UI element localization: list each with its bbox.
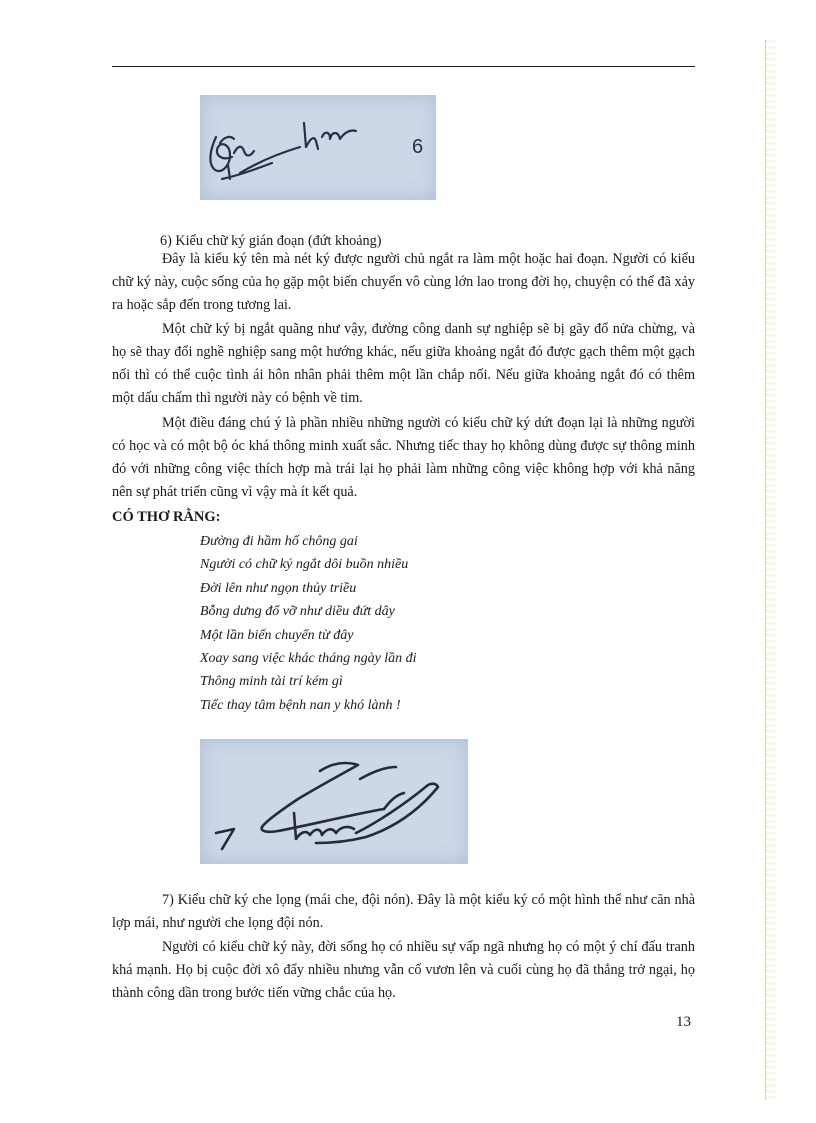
decorative-border — [765, 40, 776, 1100]
poem-line: Một lần biến chuyển từ đây — [200, 627, 354, 643]
paragraph: Đây là kiểu ký tên mà nét ký được người chủ ngắt ra làm một hoặc hai đoạn. Người có kiểu chữ ký này, cuộc sống của họ gặp một biến chuyển vô cùng lớn lao trong đời họ, chuyện có thể đã xảy ra hoặc sắp đến trong tương lai. — [112, 251, 695, 313]
paragraph: Một điều đáng chú ý là phần nhiều những người có kiểu chữ ký dứt đoạn lại là những người có học và có một bộ óc khá thông minh xuất sắc. Nhưng tiếc thay họ không dùng được sự thông minh đó với những công việc thích hợp mà trái lại họ phải làm những công việc không hợp với khả năng nên sự phát triển cũng vì vậy mà ít kết quả. — [112, 415, 695, 500]
poem-line: Bỗng dưng đổ vỡ như diều đứt dây — [200, 604, 395, 620]
poem-line: Xoay sang việc khác tháng ngày lần đi — [200, 651, 417, 667]
page-number: 13 — [676, 1014, 691, 1030]
poem-heading: CÓ THƠ RẰNG: — [112, 509, 221, 525]
poem — [200, 530, 417, 717]
signature-6-drawing — [200, 95, 436, 200]
poem-line: Tiếc thay tâm bệnh nan y khó lành ! — [200, 697, 401, 713]
poem-line: Thông minh tài trí kém gì — [200, 674, 343, 690]
signature-image-7 — [200, 739, 468, 864]
section-7-title-paragraph: 7) Kiểu chữ ký che lọng (mái che, đội nón). Đây là một kiểu ký có một hình thể như căn nhà lợp mái, như người che lọng đội nón. — [112, 892, 695, 931]
poem-line: Đường đi hầm hố chông gai — [200, 534, 358, 549]
section-6-title: 6) Kiểu chữ ký gián đoạn (đứt khoảng) — [160, 233, 382, 249]
poem-line: Người có chữ ký ngắt dôi buồn nhiều — [200, 557, 409, 573]
signature-image-6 — [200, 95, 436, 200]
signature-6-number: 6 — [412, 136, 424, 158]
paragraph: Một chữ ký bị ngắt quãng như vậy, đường công danh sự nghiệp sẽ bị gãy đổ nửa chừng, và họ sẽ thay đổi nghề nghiệp sang một hướng khác, nếu giữa khoảng ngắt đó được gạch thêm một gạch nối thì có thể cuộc tình ái hôn nhân phải thêm một lần chắp nối. Nếu giữa khoảng ngắt đó có thêm một dấu chấm thì người này có bệnh về tim. — [112, 321, 695, 406]
header-rule — [112, 66, 695, 67]
paragraph: Người có kiểu chữ ký này, đời sống họ có nhiều sự vấp ngã nhưng họ có một ý chí đấu tranh khá mạnh. Họ bị cuộc đời xô đẩy nhiều nhưng vẫn cố vươn lên và cuối cùng họ đã thắng trở ngại, họ thành công dần trong bước tiến vững chắc của họ. — [112, 939, 695, 1001]
poem-line: Đời lên như ngọn thủy triều — [200, 580, 357, 596]
signature-7-drawing — [200, 739, 468, 864]
